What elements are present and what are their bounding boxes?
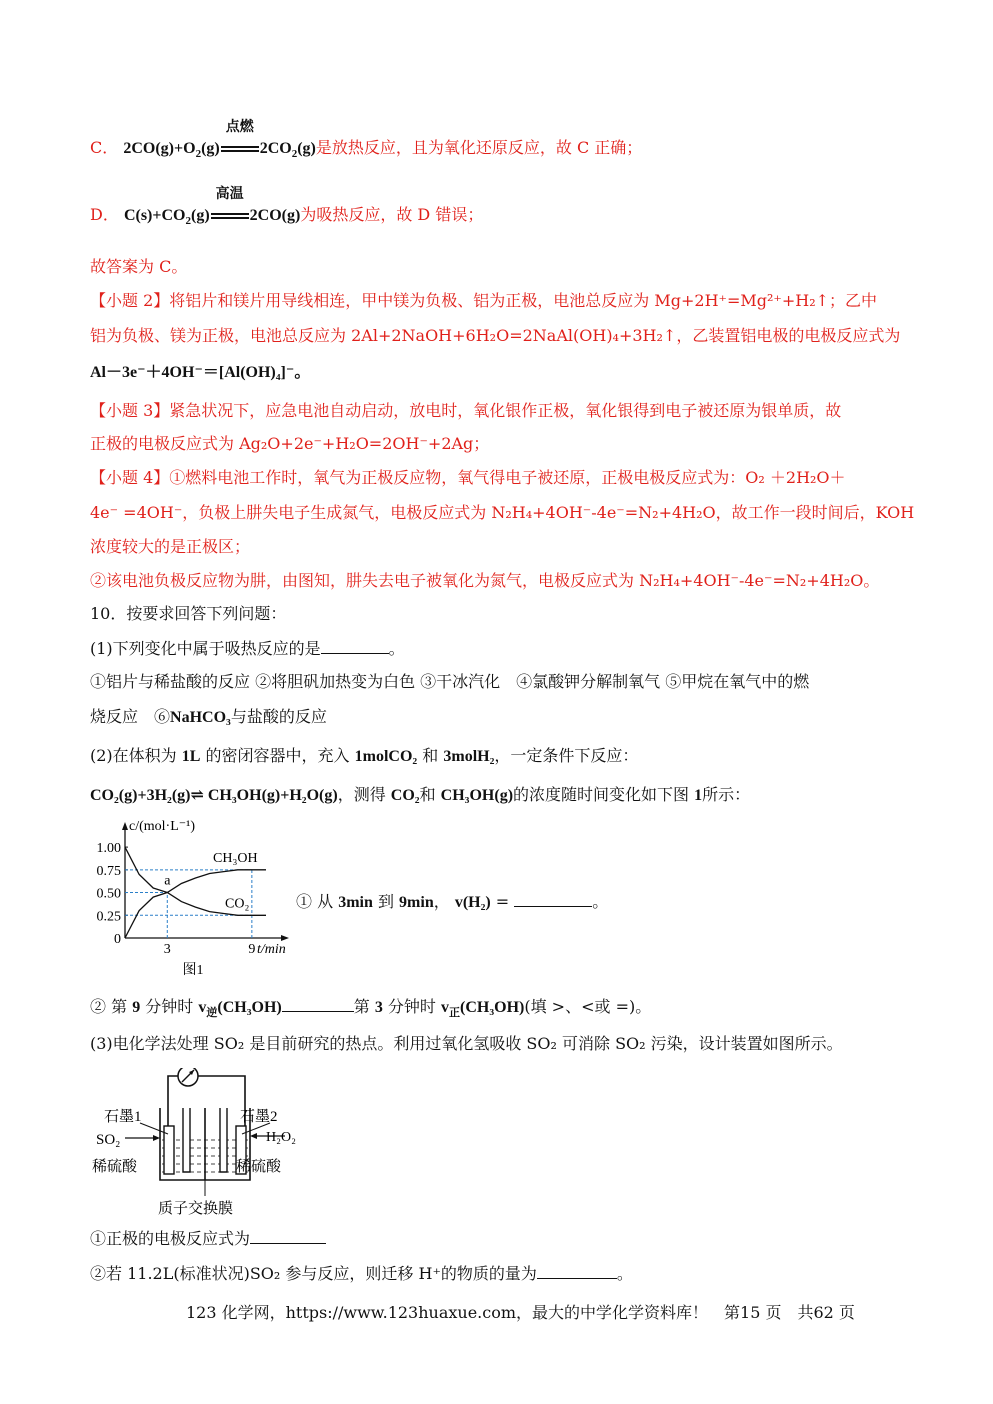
series-label-co2: CO₂ [225,896,250,912]
option-d-line [90,186,484,228]
answer-blank[interactable] [282,995,354,1012]
q10-options-line2: 烧反应 ⑥NaHCO₃与盐酸的反应 [90,707,327,726]
so2-arrow-icon [153,1135,160,1141]
y-tick-label: 0 [114,932,121,947]
label-membrane: 质子交换膜 [158,1201,234,1217]
q2-line1: 【小题 2】将铝片和镁片用导线相连，甲中镁为负极、铝为正极，电池总反应为 Mg+2H⁺=Mg²⁺+H₂↑；乙中 [90,291,878,310]
point-label-a: a [164,873,171,889]
arrow-condition: 点燃 [225,119,254,135]
chart-caption: 图1 [182,963,204,978]
electrolysis-apparatus-diagram [90,1068,320,1218]
arrow-condition: 高温 [215,186,244,202]
q4-line1: 【小题 4】①燃料电池工作时，氧气为正极反应物，氧气得电子被还原，正极电极反应式为：O₂ ＋2H₂O＋ [90,468,846,487]
so2-inlet-pipe [183,1108,190,1172]
y-axis-label: c/(mol·L⁻¹) [129,819,196,834]
q2-line3: Al－3e⁻＋4OH⁻＝[Al(OH)₄]⁻。 [90,364,311,381]
x-tick-label: 3 [163,942,171,957]
option-c-text: 是放热反应，且为氧化还原反应，故 C 正确； [315,138,643,157]
label-graphite-1: 石墨1 [104,1109,142,1125]
circuit-wire [168,1076,245,1126]
h2o2-inlet-pipe [220,1108,227,1172]
label-graphite-2: 石墨2 [240,1109,278,1125]
series-label-ch3oh: CH₃OH [213,850,258,866]
q10-part2: (2)在体积为 1L 的密闭容器中，充入 1molCO₂ 和 3molH₂，一定条件下反应： [90,746,639,765]
page-footer: 123 化学网，https://www.123huaxue.com，最大的中学化学资料库！ 第15 页 共62 页 [186,1303,855,1322]
y-tick-label: 0.25 [96,909,121,925]
h2o2-arrow-icon [250,1133,257,1139]
question-10-title: 10．按要求回答下列问题： [90,604,287,623]
q10-sub2: ② 第 9 分钟时 $v_逆(CH_3OH)$ 第 3 分钟时 $v_正(CH_3OH)$(填 >、<或 =)。 [90,997,652,1020]
q10-equation-line: CO₂(g)+3H₂(g)⇌ CH₃OH(g)+H₂O(g)，测得 CO₂和 CH₃OH(g)的浓度随时间变化如下图 1所示： [90,785,751,804]
option-d-label: D． [90,205,119,224]
answer-blank[interactable] [514,890,592,907]
option-c-equation: $2CO(g)+O_2(g)$ 点燃 $2CO_2(g)$ [123,140,316,157]
x-tick-label: 9 [248,942,256,957]
answer-blank[interactable] [537,1262,617,1279]
q4-line4: ②该电池负极反应物为肼，由图知，肼失去电子被氧化为氮气，电极反应式为 N₂H₄+4OH⁻-4e⁻=N₂+4H₂O。 [90,571,880,590]
meter-icon [178,1068,198,1086]
x-axis-arrow-icon [281,935,289,941]
answer-blank[interactable] [250,1227,326,1244]
q10-sub3b: ②若 11.2L(标准状况)SO₂ 参与反应，则迁移 H⁺的物质的量为 。 [90,1264,633,1283]
y-tick-label: 0.50 [96,886,121,902]
concentration-time-chart [85,818,300,983]
q4-line3: 浓度较大的是正极区； [90,537,251,556]
q2-line2: 铝为负极、镁为正极，电池总反应为 2Al+2NaOH+6H₂O=2NaAl(OH)₄+3H₂↑，乙装置铝电极的电极反应式为 [90,326,901,345]
option-d-equation: $C(s)+CO_2(g)$ 高温 2CO(g) [124,207,300,224]
y-axis-arrow-icon [122,822,128,830]
q10-sub1: ① 从 3min 到 9min， v(H₂) = 。 [296,892,609,911]
y-tick-label: 0.75 [96,863,121,879]
q10-part3: (3)电化学法处理 SO₂ 是目前研究的热点。利用过氧化氢吸收 SO₂ 可消除 SO₂ 污染，设计装置如图所示。 [90,1034,843,1053]
option-c-label: C． [90,138,119,157]
x-axis-label: t/min [257,942,286,957]
q3-line2: 正极的电极反应式为 Ag₂O+2e⁻+H₂O=2OH⁻+2Ag； [90,434,490,453]
option-d-text: 为吸热反应，故 D 错误； [300,205,484,224]
label-right-solution: 稀硫酸 [236,1159,282,1175]
q10-sub3a: ①正极的电极反应式为 [90,1227,326,1250]
q4-line2: 4e⁻ =4OH⁻，负极上肼失电子生成氮气，电极反应式为 N₂H₄+4OH⁻-4e⁻=N₂+4H₂O，故工作一段时间后，KOH [90,503,915,522]
label-left-solution: 稀硫酸 [92,1159,138,1175]
q10-options-line1: ①铝片与稀盐酸的反应 ②将胆矾加热变为白色 ③干冰汽化 ④氯酸钾分解制氧气 ⑤甲烷在氧气中的燃 [90,672,810,691]
q3-line1: 【小题 3】紧急状况下，应急电池自动启动，放电时，氧化银作正极，氧化银得到电子被还原为银单质，故 [90,401,842,420]
answer-blank[interactable] [321,637,389,654]
label-so2: SO₂ [96,1132,121,1148]
option-c-line [90,119,643,161]
label-h2o2: H₂O₂ [266,1130,296,1145]
answer-c: 故答案为 C。 [90,257,188,276]
q10-part1: (1)下列变化中属于吸热反应的是 。 [90,639,405,658]
y-tick-label: 1.00 [96,841,121,857]
